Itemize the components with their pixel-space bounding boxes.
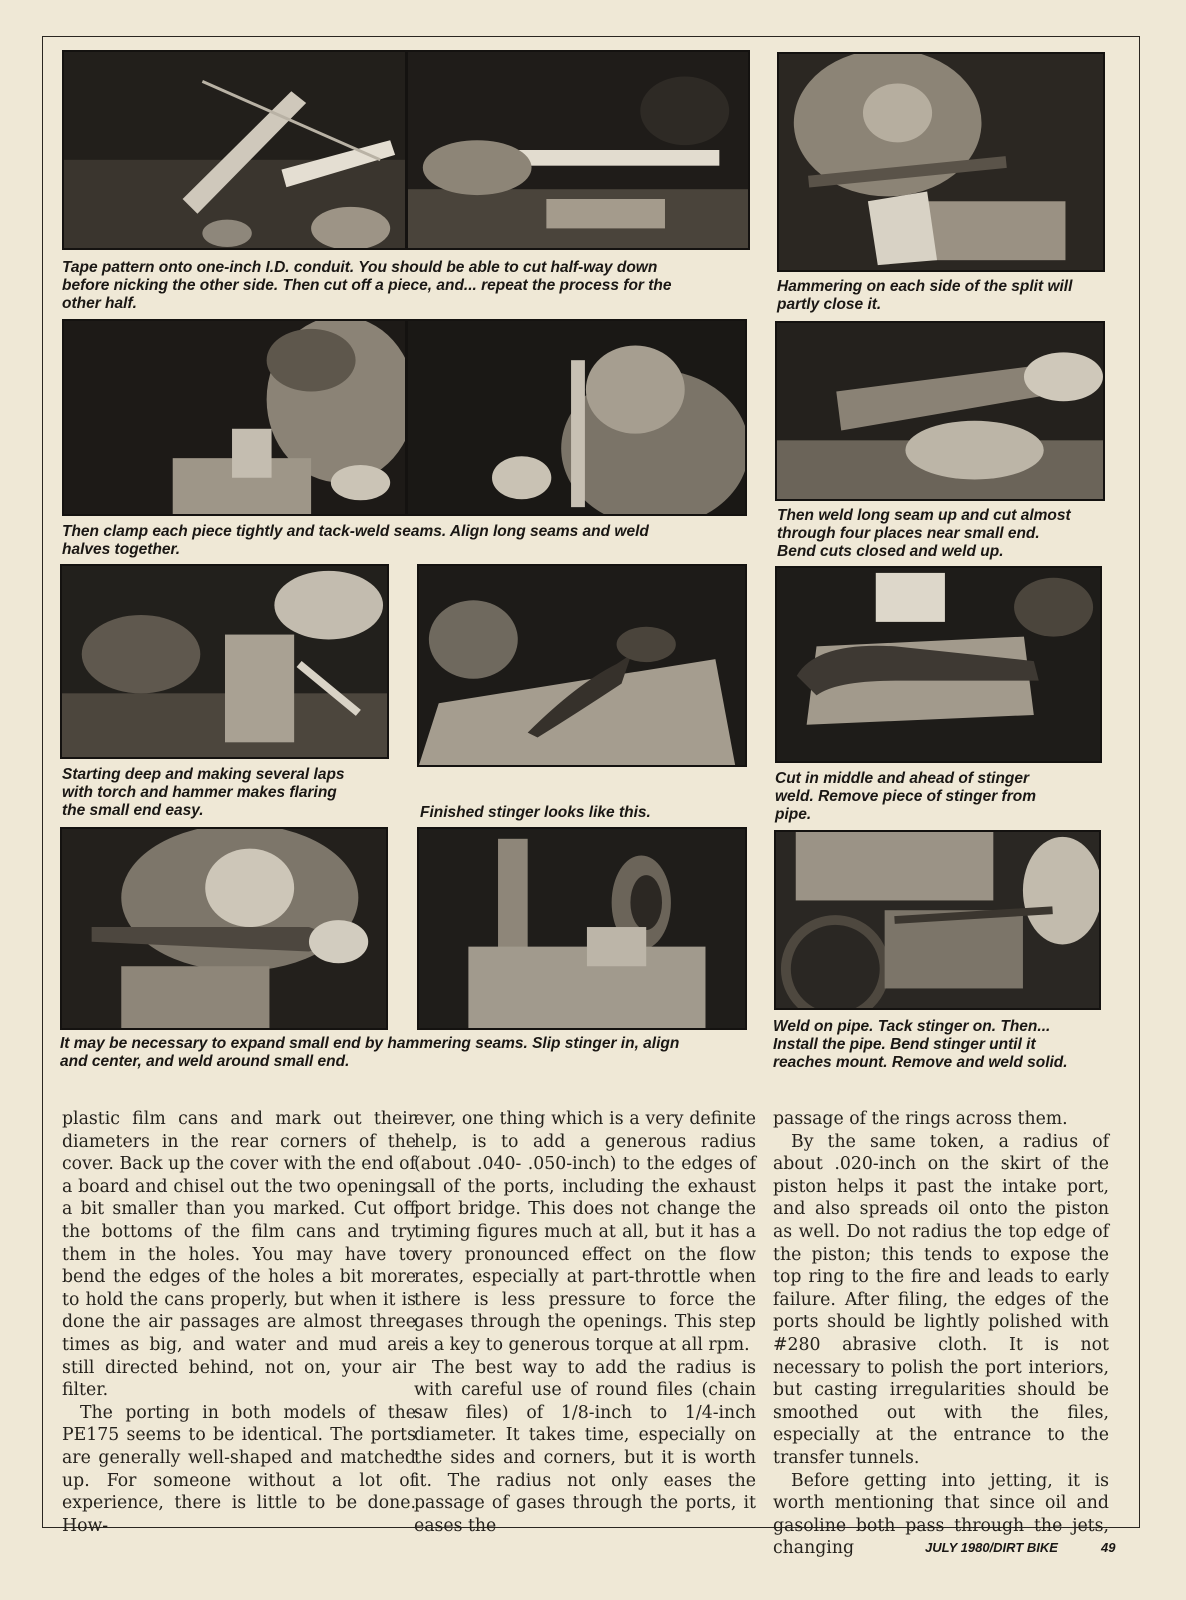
caption-cut-middle: Cut in middle and ahead of stinger weld. Remove piece of stinger from pipe. — [775, 770, 1036, 823]
caption-clamp: Then clamp each piece tightly and tack-weld seams. Align long seams and weld halves together. — [62, 523, 649, 558]
paragraph: passage of the rings across them. — [773, 1109, 1068, 1129]
page-number: 49 — [1101, 1540, 1116, 1555]
paragraph: plastic film cans and mark out their diameters in the rear corners of the cover. Back up the cover with the end of a board and chisel out the two openings a bit smaller than you marked. Cut off the bottoms of the film cans and try them in the holes. You may have to bend the edges of the holes a bit more to hold the cans properly, but when it is done the air passages are almost three times as big, and water and mud are still directed behind, not on, your air filter. — [62, 1109, 416, 1401]
body-column-1 — [62, 1108, 416, 1537]
caption-hammering: Hammering on each side of the split will partly close it. — [777, 278, 1073, 313]
caption-weld-long-seam: Then weld long seam up and cut almost through four places near small end. Bend cuts closed and weld up. — [777, 507, 1071, 560]
photo-hammering-vise — [777, 52, 1105, 272]
paragraph: Before getting into jetting, it is worth mentioning that since oil and gasoline both pass through the jets, changing — [773, 1470, 1109, 1559]
photo-hacksaw-conduit — [62, 50, 407, 250]
paragraph: The porting in both models of the PE175 seems to be identical. The ports are generally well-shaped and matched up. For someone without a lot of experience, there is little to be done. How- — [62, 1402, 416, 1536]
photo-cut-stinger — [775, 566, 1102, 763]
paragraph: The best way to add the radius is with careful use of round files (chain saw files) of 1/8-inch to 1/4-inch diameter. It takes time, especially on the sides and corners, but it is worth it. The radius not only eases the passage of gases through the ports, it eases the — [414, 1357, 756, 1536]
paragraph: By the same token, a radius of about .020-inch on the skirt of the piston helps it past the intake port, and also spreads oil onto the piston as well. Do not radius the top edge of the piston; this tends to expose the top ring to the fire and leads to early failure. After filing, the edges of the ports should be lightly polished with #280 abrasive cloth. It is not necessary to polish the port interiors, but casting irregularities should be smoothed out with the files, especially at the entrance to the transfer tunnels. — [773, 1131, 1109, 1468]
body-column-2 — [414, 1108, 756, 1537]
photo-weld-on-pipe — [774, 830, 1101, 1010]
photo-conduit-piece — [406, 50, 750, 250]
photo-finished-stinger — [417, 564, 747, 767]
photo-expand-small-end — [60, 827, 388, 1030]
photo-tack-weld-clamp — [62, 319, 407, 516]
paragraph: ever, one thing which is a very definite help, is to add a generous radius (about .040- .050-inch) to the edges of all of the ports, including the exhaust port bridge. This does not change the timing figures much at all, but it has a very pronounced effect on the flow rates, especially at part-throttle when there is less pressure to force the gases through the openings. This step is a key to generous torque at all rpm. — [414, 1109, 756, 1355]
caption-starting-deep: Starting deep and making several laps with torch and hammer makes flaring the small end easy. — [62, 766, 345, 819]
photo-weld-halves — [406, 319, 747, 516]
footer-issue: JULY 1980/DIRT BIKE — [925, 1540, 1058, 1555]
caption-finished-stinger: Finished stinger looks like this. — [420, 804, 651, 821]
caption-tape-pattern: Tape pattern onto one-inch I.D. conduit. You should be able to cut half-way down before nicking the other side. Then cut off a piece, and... repeat the process for the other half. — [62, 259, 672, 312]
photo-flaring-torch — [60, 564, 389, 759]
caption-weld-on-pipe: Weld on pipe. Tack stinger on. Then... Install the pipe. Bend stinger until it reaches mount. Remove and weld solid. — [773, 1018, 1068, 1071]
body-column-3 — [773, 1108, 1109, 1560]
photo-weld-long-seam — [775, 321, 1105, 501]
photo-vise-pipe — [417, 827, 747, 1030]
caption-expand-small-end: It may be necessary to expand small end by hammering seams. Slip stinger in, align and center, and weld around small end. — [60, 1035, 680, 1070]
